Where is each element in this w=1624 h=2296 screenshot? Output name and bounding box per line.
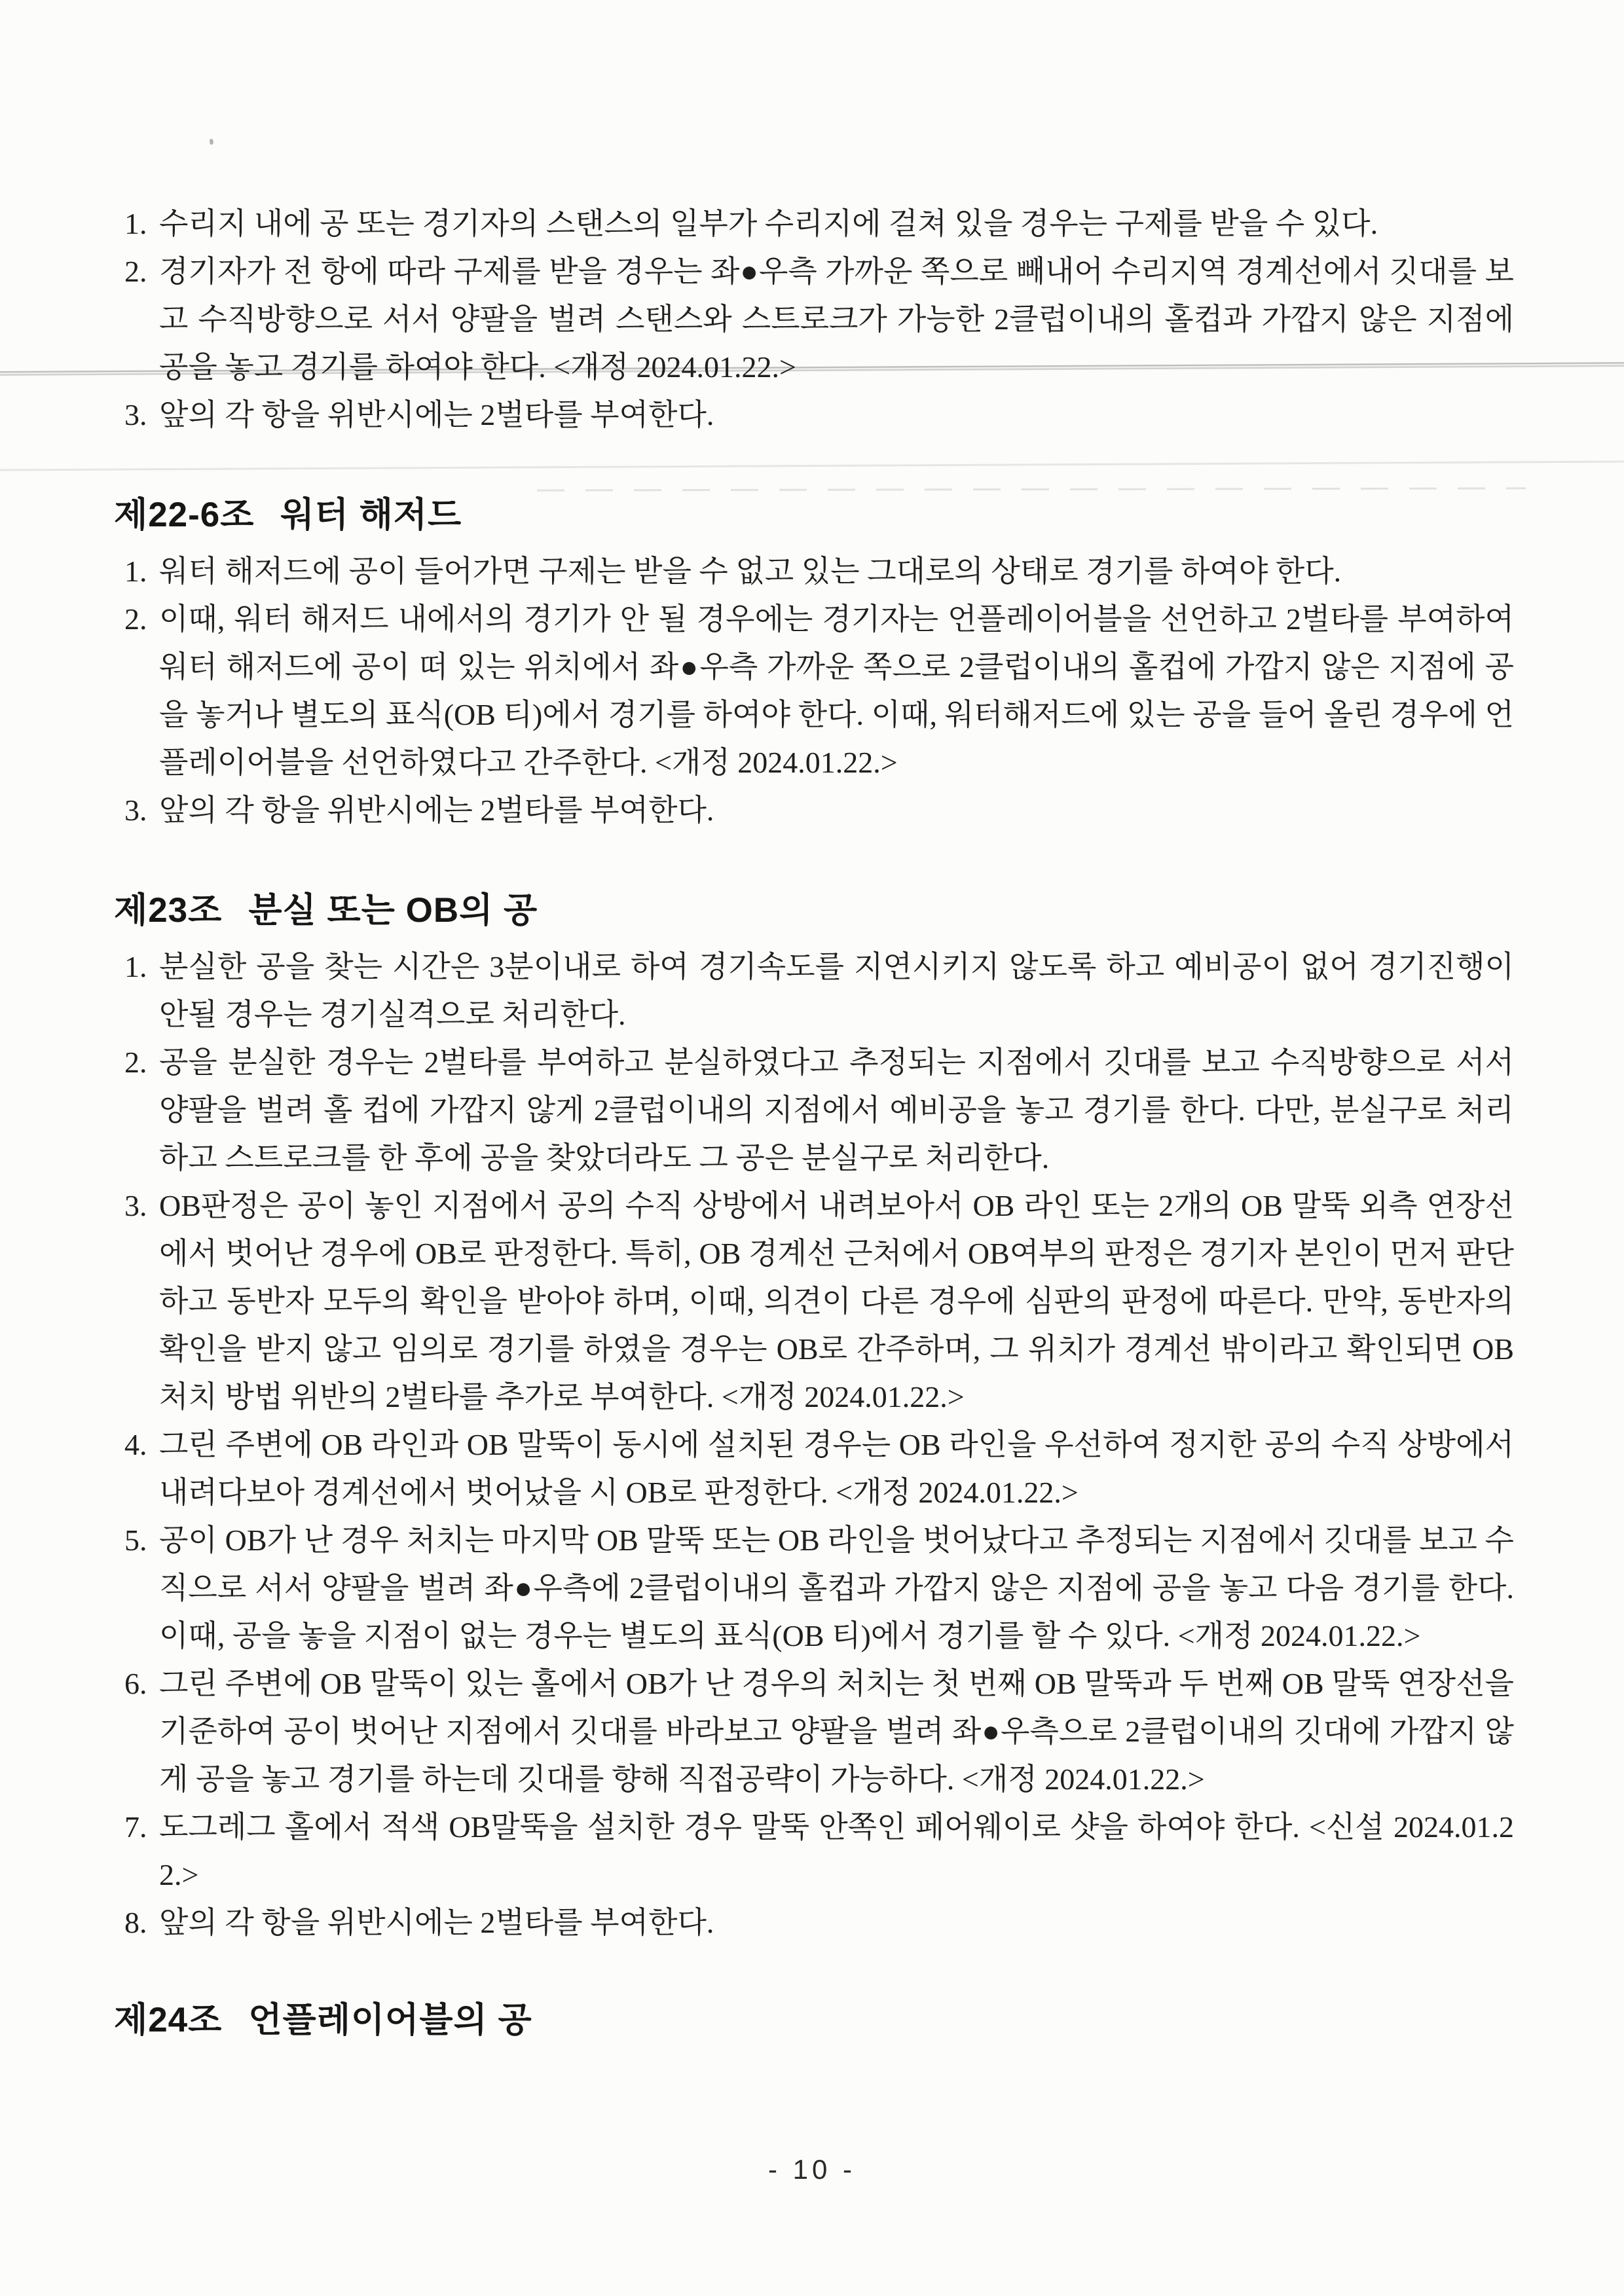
list-item-number: 2.: [124, 602, 147, 636]
list-item-number: 1.: [124, 555, 147, 588]
list-item: [124, 786, 1514, 834]
section-number: 제22-6조: [114, 496, 255, 534]
section-number: 제24조: [114, 2001, 223, 2039]
list-item-number: 2.: [124, 1046, 147, 1079]
page-number: - 10 -: [767, 2154, 857, 2185]
list-item: [124, 200, 1514, 247]
list-item-number: 2.: [124, 255, 147, 288]
list-item-number: 4.: [124, 1428, 147, 1461]
list-item-number: 1.: [124, 950, 147, 983]
list-item-text: 경기자가 전 항에 따라 구제를 받을 경우는 좌●우측 가까운 쪽으로 빼내어 수리지역 경계선에서 깃대를 보고 수직방향으로 서서 양팔을 벌려 스탠스와 스트로크가 가능한 2클럽이내의 홀컵과 가깝지 않은 지점에 공을 놓고 경기를 하여야 한다. <개정 2024.01.22.>: [159, 255, 1514, 384]
list-item-number: 6.: [124, 1667, 147, 1700]
section-number: 제23조: [114, 891, 223, 930]
list-item-text: 그린 주변에 OB 말뚝이 있는 홀에서 OB가 난 경우의 처치는 첫 번째 OB 말뚝과 두 번째 OB 말뚝 연장선을 기준하여 공이 벗어난 지점에서 깃대를 바라보고 양팔을 벌려 좌●우측으로 2클럽이내의 깃대에 가깝지 않게 공을 놓고 경기를 하는데 깃대를 향해 직접공략이 가능하다. <개정 2024.01.22.>: [159, 1667, 1514, 1796]
list-item: [124, 1899, 1514, 1946]
list-item-text: 도그레그 홀에서 적색 OB말뚝을 설치한 경우 말뚝 안쪽인 페어웨이로 샷을 하여야 한다. <신설 2024.01.22.>: [159, 1810, 1514, 1891]
list-item-text: 워터 해저드에 공이 들어가면 구제는 받을 수 없고 있는 그대로의 상태로 경기를 하여야 한다.: [159, 555, 1342, 588]
list-item-text: 그린 주변에 OB 라인과 OB 말뚝이 동시에 설치된 경우는 OB 라인을 우선하여 정지한 공의 수직 상방에서 내려다보아 경계선에서 벗어났을 시 OB로 판정한다. <개정 2024.01.22.>: [159, 1428, 1514, 1509]
list-item: [124, 391, 1514, 439]
list-item: [124, 595, 1514, 786]
list-item: [124, 943, 1514, 1038]
list-item: [124, 1660, 1514, 1803]
list-item-number: 3.: [124, 1189, 147, 1222]
section-heading-24: [114, 1995, 1514, 2046]
list-item-text: 앞의 각 항을 위반시에는 2벌타를 부여한다.: [159, 1906, 714, 1939]
list-item-number: 3.: [124, 398, 147, 431]
scan-artifact-speck: [210, 139, 213, 145]
list-item-text: 분실한 공을 찾는 시간은 3분이내로 하여 경기속도를 지연시키지 않도록 하고 예비공이 없어 경기진행이 안될 경우는 경기실격으로 처리한다.: [159, 950, 1514, 1031]
list-item-text: 앞의 각 항을 위반시에는 2벌타를 부여한다.: [159, 398, 714, 431]
document-body: [114, 200, 1514, 2052]
list-item-text: 공이 OB가 난 경우 처치는 마지막 OB 말뚝 또는 OB 라인을 벗어났다고 추정되는 지점에서 깃대를 보고 수직으로 서서 양팔을 벌려 좌●우측에 2클럽이내의 홀컵과 가깝지 않은 지점에 공을 놓고 다음 경기를 한다. 이때, 공을 놓을 지점이 없는 경우는 별도의 표식(OB 티)에서 경기를 할 수 있다. <개정 2024.01.22.>: [159, 1523, 1514, 1652]
section-heading-23: [114, 885, 1514, 936]
section-title: 언플레이어블의 공: [248, 2001, 532, 2039]
list-item: [124, 547, 1514, 595]
list-item: [124, 1182, 1514, 1421]
list-item: [124, 1803, 1514, 1899]
section-heading-22-6: [114, 490, 1514, 541]
list-item-number: 3.: [124, 793, 147, 827]
list-item-number: 1.: [124, 207, 147, 240]
section-title: 워터 해저드: [280, 496, 462, 534]
list-item: [124, 1038, 1514, 1182]
list-item-text: OB판정은 공이 놓인 지점에서 공의 수직 상방에서 내려보아서 OB 라인 또는 2개의 OB 말뚝 외측 연장선에서 벗어난 경우에 OB로 판정한다. 특히, OB 경계선 근처에서 OB여부의 판정은 경기자 본인이 먼저 판단하고 동반자 모두의 확인을 받아야 하며, 이때, 의견이 다른 경우에 심판의 판정에 따른다. 만약, 동반자의 확인을 받지 않고 임의로 경기를 하였을 경우는 OB로 간주하며, 그 위치가 경계선 밖이라고 확인되면 OB처치 방법 위반의 2벌타를 추가로 부여한다. <개정 2024.01.22.>: [159, 1189, 1514, 1413]
list-item-number: 8.: [124, 1906, 147, 1939]
list-item-text: 앞의 각 항을 위반시에는 2벌타를 부여한다.: [159, 793, 714, 827]
list-item: [124, 1516, 1514, 1660]
list-item-text: 수리지 내에 공 또는 경기자의 스탠스의 일부가 수리지에 걸쳐 있을 경우는 구제를 받을 수 있다.: [159, 207, 1378, 240]
list-item-text: 이때, 워터 해저드 내에서의 경기가 안 될 경우에는 경기자는 언플레이어블을 선언하고 2벌타를 부여하여 워터 해저드에 공이 떠 있는 위치에서 좌●우측 가까운 쪽으로 2클럽이내의 홀컵에 가깝지 않은 지점에 공을 놓거나 별도의 표식(OB 티)에서 경기를 하여야 한다. 이때, 워터해저드에 있는 공을 들어 올린 경우에 언플레이어블을 선언하였다고 간주한다. <개정 2024.01.22.>: [159, 602, 1514, 779]
list-item-text: 공을 분실한 경우는 2벌타를 부여하고 분실하였다고 추정되는 지점에서 깃대를 보고 수직방향으로 서서 양팔을 벌려 홀 컵에 가깝지 않게 2클럽이내의 지점에서 예비공을 놓고 경기를 한다. 다만, 분실구로 처리하고 스트로크를 한 후에 공을 찾았더라도 그 공은 분실구로 처리한다.: [159, 1046, 1514, 1175]
section-title: 분실 또는 OB의 공: [248, 891, 538, 930]
list-item-number: 5.: [124, 1523, 147, 1557]
list-item: [124, 1421, 1514, 1516]
list-item-number: 7.: [124, 1810, 147, 1844]
list-item: [124, 247, 1514, 391]
